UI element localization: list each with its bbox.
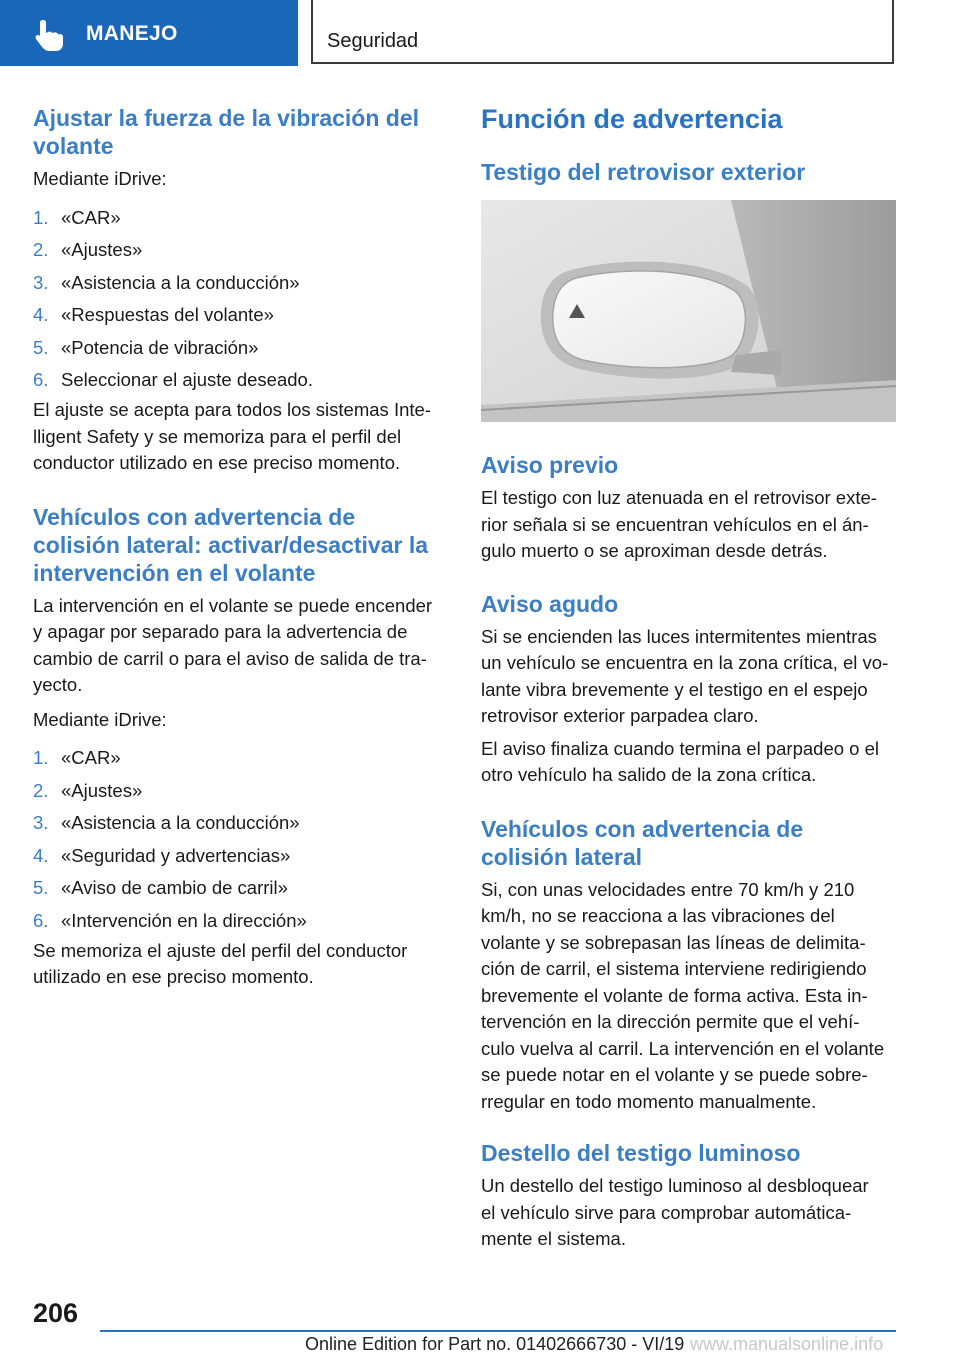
edition-text: Online Edition for Part no. 01402666730 - VI/19 bbox=[305, 1334, 685, 1354]
heading-indicator-flash: Destello del testigo luminoso bbox=[481, 1140, 801, 1166]
side-mirror-image bbox=[481, 200, 896, 422]
paragraph-side-collision: Si, con unas velocidades entre 70 km/h y 210 km/h, no se reacciona a las vibraciones del volante y se sobrepasan las líneas de delimita‐ción de carril, el sistema interviene redirigiendo brevemente el volante de forma activa. Esta in‐tervención en la dirección permite que el vehí‐culo vuelva al carril. La intervención en el volante se puede notar en el volante y se puede sobre‐rregular en todo momento manualmente. bbox=[481, 878, 885, 1112]
paragraph-pre-warning: El testigo con luz atenuada en el retrovisor exte‐rior señala si se encuentran vehículos en el án‐gulo muerto o se aproximan desde detrás. bbox=[481, 487, 877, 561]
paragraph-profile: Se memoriza el ajuste del perfil del conductor utilizado en ese preciso momento. bbox=[33, 939, 408, 987]
mirror-illustration bbox=[481, 200, 896, 422]
right-column bbox=[481, 100, 896, 1253]
list-item: 4. «Respuestas del volante» bbox=[33, 304, 274, 325]
list-item: 5. «Aviso de cambio de carril» bbox=[33, 877, 288, 898]
chapter-tab bbox=[0, 0, 298, 66]
list-item: 1. «CAR» bbox=[33, 206, 121, 228]
heading-acute-warning: Aviso agudo bbox=[481, 590, 619, 617]
list-item: 2. «Ajustes» bbox=[33, 779, 143, 801]
intro-idrive-2: Mediante iDrive: bbox=[33, 708, 167, 730]
list-item: 3. «Asistencia a la conducción» bbox=[33, 812, 300, 833]
paragraph-intelligent-safety: El ajuste se acepta para todos los sistemas Inte‐lligent Safety y se memoriza para el perfil del conductor utilizado en ese preciso momento. bbox=[33, 399, 431, 473]
pointing-hand-icon bbox=[34, 18, 66, 52]
list-item: 4. «Seguridad y advertencias» bbox=[33, 844, 291, 866]
footer-divider bbox=[100, 1330, 896, 1332]
heading-pre-warning: Aviso previo bbox=[481, 452, 619, 478]
heading-warning-function: Función de advertencia bbox=[481, 104, 783, 134]
list-item: 3. «Asistencia a la conducción» bbox=[33, 271, 300, 293]
steps-list-1 bbox=[33, 205, 443, 398]
chapter-label: MANEJO bbox=[86, 22, 178, 45]
list-item: 5. «Potencia de vibración» bbox=[33, 336, 259, 358]
heading-side-collision-right: Vehículos con advertencia de colisión lateral bbox=[481, 815, 804, 870]
paragraph-acute-warning-2: El aviso finaliza cuando termina el parpadeo o el otro vehículo ha salido de la zona crítica. bbox=[481, 737, 879, 785]
section-header bbox=[311, 0, 894, 64]
paragraph-intervention: La intervención en el volante se puede encender y apagar por separado para la advertencia de cambio de carril o para el aviso de salida de tra‐yecto. bbox=[33, 594, 433, 695]
page-number: 206 bbox=[33, 1298, 79, 1328]
list-item: 2. «Ajustes» bbox=[33, 239, 143, 260]
list-item: 1. «CAR» bbox=[33, 747, 121, 768]
watermark-text: www.manualsonline.info bbox=[690, 1334, 884, 1354]
paragraph-acute-warning-1: Si se encienden las luces intermitentes mientras un vehículo se encuentra en la zona crítica, el vo‐lante vibra brevemente y el testigo en el espejo retrovisor exterior parpadea claro. bbox=[481, 625, 889, 726]
intro-idrive-1: Mediante iDrive: bbox=[33, 168, 167, 189]
left-column bbox=[33, 100, 443, 991]
list-item: 6. «Intervención en la dirección» bbox=[33, 909, 307, 931]
heading-vibration-strength: Ajustar la fuerza de la vibración del volante bbox=[33, 105, 420, 159]
heading-mirror-indicator: Testigo del retrovisor exterior bbox=[481, 159, 806, 185]
list-item: 6. Seleccionar el ajuste deseado. bbox=[33, 369, 313, 390]
paragraph-indicator-flash: Un destello del testigo luminoso al desbloquear el vehículo sirve para comprobar automática‐mente el sistema. bbox=[481, 1175, 869, 1249]
steps-list-2 bbox=[33, 745, 443, 938]
section-label: Seguridad bbox=[327, 30, 419, 52]
heading-side-collision: Vehículos con advertencia de colisión lateral: activar/desactivar la intervención en el volante bbox=[33, 503, 429, 586]
